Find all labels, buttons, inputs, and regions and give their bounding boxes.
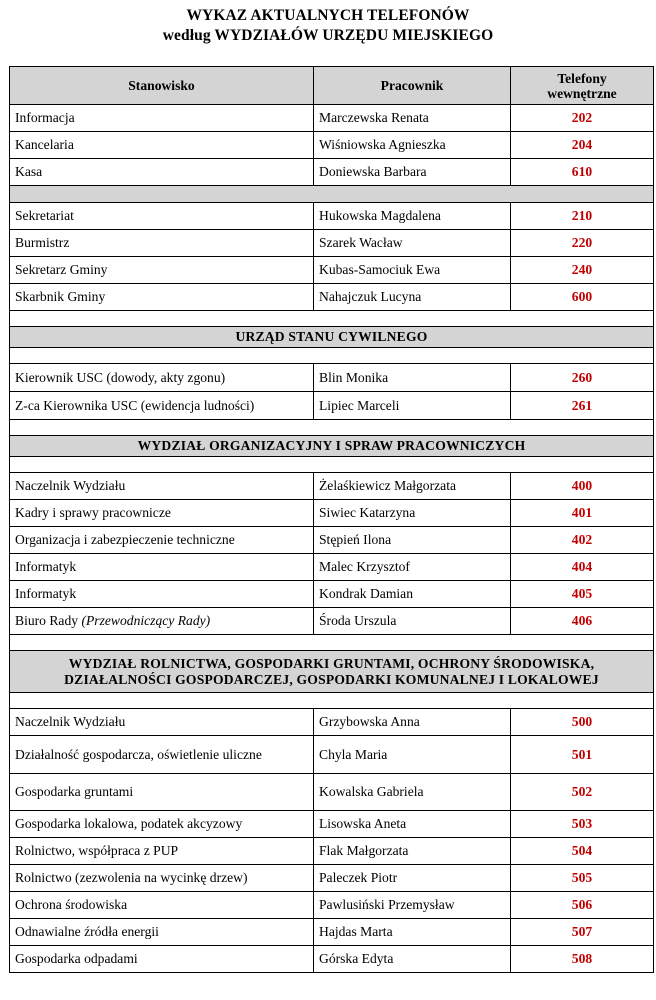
position-cell: Informacja [10,105,314,132]
title-line-2: według WYDZIAŁÓW URZĘDU MIEJSKIEGO [162,27,494,44]
employee-cell: Środa Urszula [314,608,511,635]
employee-cell: Nahajczuk Lucyna [314,284,511,311]
employee-cell: Marczewska Renata [314,105,511,132]
position-cell: Naczelnik Wydziału [10,709,314,736]
table-row [10,774,654,811]
employee-cell: Lisowska Aneta [314,811,511,838]
employee-cell: Żelaśkiewicz Małgorzata [314,473,511,500]
section-title-rol-line1: WYDZIAŁ ROLNICTWA, GOSPODARKI GRUNTAMI, OCHRONY ŚRODOWISKA, [68,655,595,671]
phone-cell: 220 [511,230,654,257]
employee-cell: Grzybowska Anna [314,709,511,736]
table-row [10,865,654,892]
header-phones-line1: Telefony [557,70,607,86]
table-row [10,105,654,132]
phone-cell: 507 [511,919,654,946]
table-row [10,527,654,554]
employee-cell: Szarek Wacław [314,230,511,257]
employee-cell: Chyla Maria [314,736,511,774]
phone-cell: 240 [511,257,654,284]
table-row [10,919,654,946]
blank-row [10,635,654,651]
position-cell: Informatyk [10,581,314,608]
table-row [10,500,654,527]
employee-cell: Stępień Ilona [314,527,511,554]
phone-cell: 502 [511,774,654,811]
position-cell: Burmistrz [10,230,314,257]
blank-row [10,420,654,436]
table-header-row [10,67,654,105]
document-title [0,0,656,47]
phone-cell: 600 [511,284,654,311]
position-cell: Z-ca Kierownika USC (ewidencja ludności) [10,392,314,420]
table-row [10,392,654,420]
employee-cell: Siwiec Katarzyna [314,500,511,527]
employee-cell: Kowalska Gabriela [314,774,511,811]
employee-cell: Kondrak Damian [314,581,511,608]
position-cell: Sekretarz Gminy [10,257,314,284]
section-header-row [10,327,654,348]
position-cell: Rolnictwo, współpraca z PUP [10,838,314,865]
phone-cell: 505 [511,865,654,892]
phone-cell: 404 [511,554,654,581]
position-cell: Gospodarka lokalowa, podatek akcyzowy [10,811,314,838]
position-cell: Organizacja i zabezpieczenie techniczne [10,527,314,554]
phone-cell: 500 [511,709,654,736]
phone-cell: 406 [511,608,654,635]
blank-row [10,311,654,327]
position-cell: Kadry i sprawy pracownicze [10,500,314,527]
table-row [10,736,654,774]
position-cell: Odnawialne źródła energii [10,919,314,946]
phone-cell: 260 [511,364,654,392]
position-cell: Informatyk [10,554,314,581]
phone-cell: 400 [511,473,654,500]
position-cell: Kancelaria [10,132,314,159]
table-row [10,473,654,500]
table-row [10,554,654,581]
header-employee: Pracownik [314,67,511,105]
table-row [10,892,654,919]
phone-cell: 501 [511,736,654,774]
position-cell: Gospodarka gruntami [10,774,314,811]
table-row [10,946,654,973]
blank-row [10,348,654,364]
employee-cell: Blin Monika [314,364,511,392]
phone-cell: 202 [511,105,654,132]
employee-cell: Hajdas Marta [314,919,511,946]
position-cell: Gospodarka odpadami [10,946,314,973]
employee-cell: Malec Krzysztof [314,554,511,581]
phone-cell: 204 [511,132,654,159]
employee-cell: Pawlusiński Przemysław [314,892,511,919]
employee-cell: Wiśniowska Agnieszka [314,132,511,159]
table-row [10,581,654,608]
position-text: Biuro Rady [15,613,79,628]
phone-cell: 506 [511,892,654,919]
header-phones [511,67,654,105]
header-position: Stanowisko [10,67,314,105]
separator-row [10,186,654,203]
employee-cell: Lipiec Marceli [314,392,511,420]
phone-cell: 401 [511,500,654,527]
position-cell: Działalność gospodarcza, oświetlenie uliczne [10,736,314,774]
section-title-org: WYDZIAŁ ORGANIZACYJNY I SPRAW PRACOWNICZYCH [10,436,654,457]
section-title-rol-line2: DZIAŁALNOŚCI GOSPODARCZEJ, GOSPODARKI KOMUNALNEJ I LOKALOWEJ [64,671,599,687]
position-cell: Kasa [10,159,314,186]
table-row [10,203,654,230]
table-row [10,838,654,865]
position-note: (Przewodniczący Rady) [81,613,211,628]
phone-cell: 402 [511,527,654,554]
section-header-row [10,651,654,693]
phone-cell: 405 [511,581,654,608]
position-cell: Kierownik USC (dowody, akty zgonu) [10,364,314,392]
section-header-row [10,436,654,457]
position-cell: Naczelnik Wydziału [10,473,314,500]
table-row [10,811,654,838]
phone-cell: 210 [511,203,654,230]
phone-cell: 508 [511,946,654,973]
phone-cell: 504 [511,838,654,865]
phone-cell: 503 [511,811,654,838]
table-row [10,364,654,392]
blank-row [10,457,654,473]
employee-cell: Górska Edyta [314,946,511,973]
phone-directory-table [9,66,654,973]
header-phones-line2: wewnętrzne [547,85,617,101]
section-title-usc: URZĄD STANU CYWILNEGO [10,327,654,348]
phone-cell: 610 [511,159,654,186]
table-row [10,230,654,257]
position-cell: Skarbnik Gminy [10,284,314,311]
title-line-1: WYKAZ AKTUALNYCH TELEFONÓW [186,7,470,24]
blank-row [10,693,654,709]
table-row [10,608,654,635]
section-title-rol [10,651,654,693]
table-row [10,257,654,284]
table-row [10,132,654,159]
position-cell: Ochrona środowiska [10,892,314,919]
table-row [10,159,654,186]
employee-cell: Paleczek Piotr [314,865,511,892]
employee-cell: Kubas-Samociuk Ewa [314,257,511,284]
employee-cell: Flak Małgorzata [314,838,511,865]
position-cell [10,608,314,635]
table-row [10,709,654,736]
employee-cell: Hukowska Magdalena [314,203,511,230]
phone-cell: 261 [511,392,654,420]
table-row [10,284,654,311]
employee-cell: Doniewska Barbara [314,159,511,186]
position-cell: Sekretariat [10,203,314,230]
position-cell: Rolnictwo (zezwolenia na wycinkę drzew) [10,865,314,892]
